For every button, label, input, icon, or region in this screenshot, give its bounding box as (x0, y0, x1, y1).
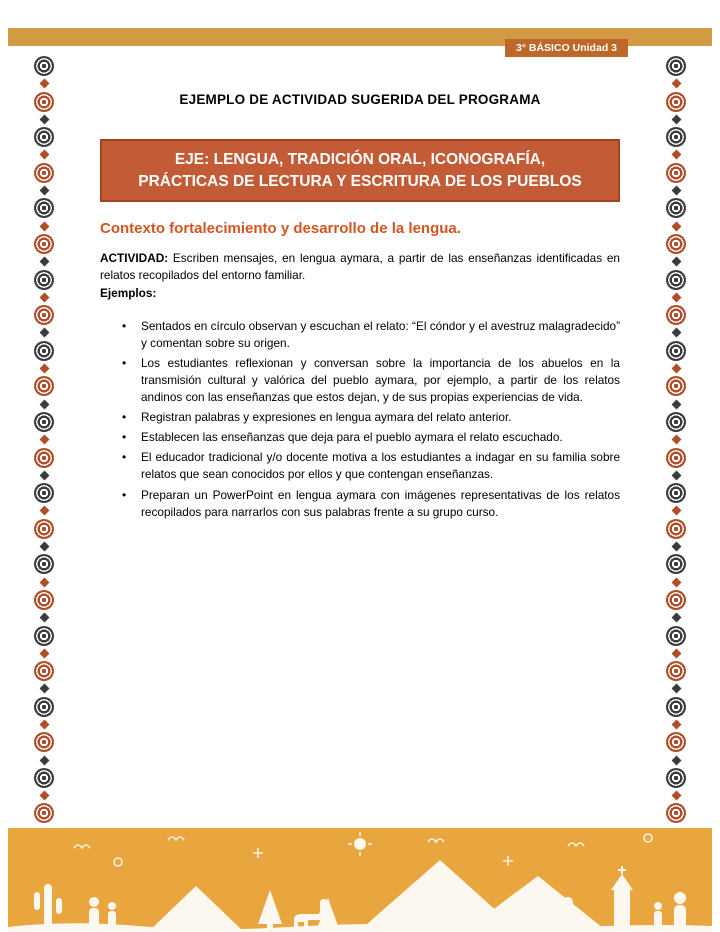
list-item: • Registran palabras y expresiones en lengua aymara del relato anterior. (120, 409, 620, 426)
ornament-diamond (39, 648, 49, 658)
ornament-diamond (39, 221, 49, 231)
ornament-medallion (666, 234, 686, 254)
ornament-diamond (671, 470, 681, 480)
ornament-diamond (39, 506, 49, 516)
ornament-diamond (671, 150, 681, 160)
ornament-medallion (666, 483, 686, 503)
right-ornament-border (656, 56, 696, 824)
ornament-diamond (671, 221, 681, 231)
ornament-diamond (671, 791, 681, 801)
ornament-medallion (666, 732, 686, 752)
ornament-diamond (671, 684, 681, 694)
ornament-diamond (671, 613, 681, 623)
ornament-medallion (34, 163, 54, 183)
ornament-medallion (34, 341, 54, 361)
list-item: • Preparan un PowerPoint en lengua aymara con imágenes representativas de los relatos recopilados para narrarlos con sus palabras frente a su grupo curso. (120, 487, 620, 521)
eje-title-box (100, 139, 620, 202)
ornament-medallion (666, 626, 686, 646)
list-item: • El educador tradicional y/o docente motiva a los estudiantes a indagar en su familia sobre relatos que sean conocidos por ellos y que contengan enseñanzas. (120, 449, 620, 483)
ornament-medallion (666, 661, 686, 681)
ornament-diamond (39, 791, 49, 801)
ornament-medallion (34, 448, 54, 468)
ornament-diamond (671, 328, 681, 338)
ornament-diamond (39, 684, 49, 694)
ornament-medallion (666, 412, 686, 432)
ornament-diamond (39, 399, 49, 409)
ornament-medallion (34, 554, 54, 574)
ornament-diamond (39, 435, 49, 445)
ornament-diamond (39, 328, 49, 338)
main-content (100, 88, 620, 524)
ornament-medallion (34, 412, 54, 432)
footer-illustration (8, 828, 712, 932)
ornament-medallion (34, 305, 54, 325)
ornament-medallion (34, 483, 54, 503)
ornament-medallion (34, 198, 54, 218)
ornament-medallion (666, 341, 686, 361)
ornament-diamond (39, 470, 49, 480)
activity-text: Escriben mensajes, en lengua aymara, a partir de las enseñanzas identificadas en relatos recopilados del entorno familiar. (100, 251, 620, 283)
activity-label: ACTIVIDAD: (100, 251, 169, 266)
ornament-diamond (671, 435, 681, 445)
list-item: • Sentados en círculo observan y escuchan el relato: “El cóndor y el avestruz malagradecido” y comentan sobre su origen. (120, 318, 620, 352)
ornament-diamond (39, 577, 49, 587)
ornament-medallion (34, 732, 54, 752)
ornament-medallion (666, 56, 686, 76)
list-item: • Establecen las enseñanzas que deja para el pueblo aymara el relato escuchado. (120, 429, 620, 446)
ornament-diamond (39, 755, 49, 765)
ornament-medallion (34, 590, 54, 610)
context-heading: Contexto fortalecimiento y desarrollo de la lengua. (100, 220, 461, 238)
ornament-medallion (34, 519, 54, 539)
ornament-medallion (666, 163, 686, 183)
ornament-medallion (666, 376, 686, 396)
ornament-diamond (671, 79, 681, 89)
ornament-medallion (34, 803, 54, 823)
ornament-diamond (39, 114, 49, 124)
ornament-medallion (666, 590, 686, 610)
ornament-diamond (671, 648, 681, 658)
examples-list (100, 318, 620, 521)
ornament-diamond (39, 79, 49, 89)
ornament-medallion (666, 554, 686, 574)
ornament-medallion (666, 305, 686, 325)
ornament-diamond (39, 720, 49, 730)
ornament-medallion (666, 92, 686, 112)
ornament-diamond (671, 186, 681, 196)
list-item: • Los estudiantes reflexionan y conversan sobre la importancia de los abuelos en la transmisión cultural y valórica del pueblo aymara, por ejemplo, a partir de los relatos andinos con las enseñanzas que estos dejan, y de sus propias experiencias de vida. (120, 355, 620, 406)
ornament-diamond (671, 399, 681, 409)
ornament-medallion (666, 270, 686, 290)
ornament-diamond (39, 186, 49, 196)
activity-paragraph (100, 250, 620, 284)
page-title: EJEMPLO DE ACTIVIDAD SUGERIDA DEL PROGRAMA (179, 92, 541, 107)
eje-line-1: EJE: LENGUA, TRADICIÓN ORAL, ICONOGRAFÍA, (174, 151, 546, 168)
ornament-medallion (34, 56, 54, 76)
ornament-medallion (34, 697, 54, 717)
ornament-medallion (666, 803, 686, 823)
ornament-medallion (666, 519, 686, 539)
left-ornament-border (24, 56, 64, 824)
ornament-medallion (34, 768, 54, 788)
ornament-diamond (671, 364, 681, 374)
ornament-diamond (671, 577, 681, 587)
ornament-diamond (671, 720, 681, 730)
ornament-medallion (666, 768, 686, 788)
ornament-diamond (671, 506, 681, 516)
unit-badge: 3° BÁSICO Unidad 3 (505, 39, 628, 57)
ornament-diamond (39, 364, 49, 374)
ornament-medallion (34, 626, 54, 646)
eje-line-2: PRÁCTICAS DE LECTURA Y ESCRITURA DE LOS PUEBLOS (138, 172, 582, 190)
ornament-diamond (39, 542, 49, 552)
ornament-medallion (34, 92, 54, 112)
ornament-medallion (34, 127, 54, 147)
ornament-medallion (34, 234, 54, 254)
ornament-medallion (666, 448, 686, 468)
ornament-medallion (34, 376, 54, 396)
ornament-diamond (39, 150, 49, 160)
ornament-medallion (666, 198, 686, 218)
ornament-medallion (666, 127, 686, 147)
ornament-medallion (34, 661, 54, 681)
ornament-diamond (671, 114, 681, 124)
ornament-diamond (671, 542, 681, 552)
ornament-diamond (671, 257, 681, 267)
examples-label: Ejemplos: (100, 285, 157, 300)
ornament-diamond (39, 257, 49, 267)
ornament-diamond (671, 292, 681, 302)
ornament-medallion (34, 270, 54, 290)
ornament-diamond (39, 292, 49, 302)
ornament-medallion (666, 697, 686, 717)
ornament-diamond (671, 755, 681, 765)
ornament-diamond (39, 613, 49, 623)
